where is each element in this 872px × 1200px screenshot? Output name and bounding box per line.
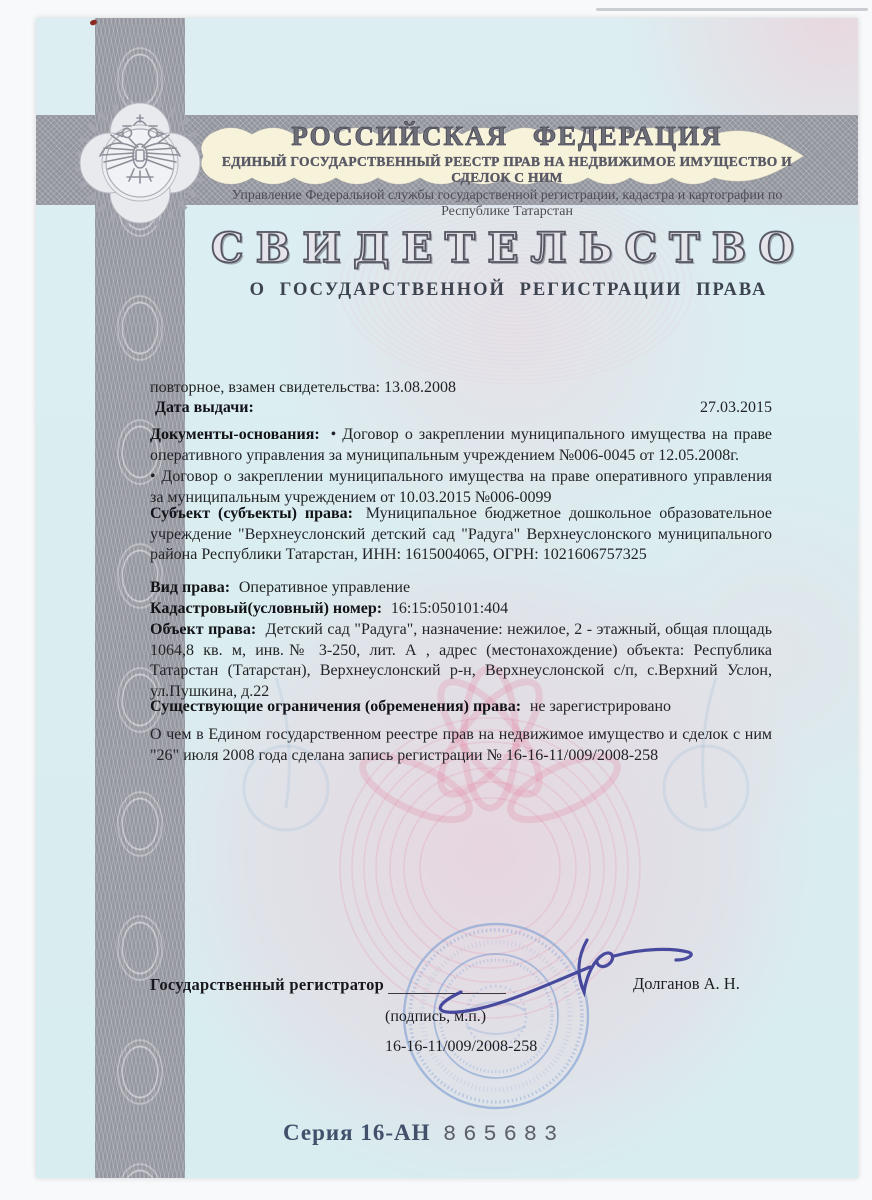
record-note: О чем в Едином государственном реестре прав на недвижимое имущество и сделок с ним "26" июля 2008 года сделана запись регистрации № 16-16-11/009/2008-258 [150,726,772,764]
cadastral-value: 16:15:050101:404 [390,600,509,617]
certificate-title: СВИДЕТЕЛЬСТВО [210,224,807,272]
documents-item-2-paragraph [150,467,772,508]
restrictions-paragraph [150,697,772,718]
header-authority-line: Управление Федеральной службы государственной регистрации, кадастра и картографии по Республике Татарстан [231,188,783,219]
cadastral-paragraph [150,599,772,620]
header-country: РОССИЙСКАЯ ФЕДЕРАЦИЯ [291,121,723,151]
header-registry-line: ЕДИНЫЙ ГОСУДАРСТВЕННЫЙ РЕЕСТР ПРАВ НА НЕДВИЖИМОЕ ИМУЩЕСТВО И СДЕЛОК С НИМ [221,154,793,185]
header-ribbon [200,118,814,219]
right-type-paragraph [150,578,772,599]
restrictions-label: Существующие ограничения (обременения) права: [150,698,522,715]
documents-paragraph [150,425,772,466]
duplicate-note: повторное, взамен свидетельства: 13.08.2008 [150,379,456,396]
documents-label: Документы-основания: [150,426,320,443]
registrar-signature [366,930,726,1040]
subject-value: Муниципальное бюджетное дошкольное образовательное учреждение "Верхнеуслонский детский сад "Радуга" Верхнеуслонского муниципального района Республики Татарстан, ИНН: 1615004065, ОГРН: 1021606757325 [150,505,773,563]
series-number: 865683 [443,1122,565,1147]
documents-item-1: • Договор о закреплении муниципального имущества на праве оперативного управления за муниципальным учреждением №006-0045 от 12.05.2008г. [150,426,773,464]
registrar-name: Долганов А. Н. [633,974,740,993]
subject-paragraph [150,504,772,566]
restrictions-value: не зарегистрировано [529,698,672,715]
certificate-subtitle: О ГОСУДАРСТВЕННОЙ РЕГИСТРАЦИИ ПРАВА [249,280,768,300]
subject-label: Субъект (субъекты) права: [150,505,354,522]
right-type-value: Оперативное управление [238,579,411,596]
registrar-label: Государственный регистратор [150,975,385,994]
russian-coat-of-arms-icon [70,93,210,233]
right-type-label: Вид права: [150,579,231,596]
object-paragraph [150,620,772,702]
object-label: Объект права: [150,621,257,638]
cadastral-label: Кадастровый(условный) номер: [150,600,383,617]
issue-date-row [150,398,772,419]
certificate-page [36,18,858,1178]
record-note-paragraph [150,725,772,766]
issue-date-label: Дата выдачи: [155,399,254,416]
registration-record-number: 16-16-11/009/2008-258 [385,1038,538,1055]
object-value: Детский сад "Радуга", назначение: нежилое, 2 - этажный, общая площадь 1064,8 кв. м, инв.№ 3-250, лит. А , адрес (местонахождение) объекта: Республика Татарстан (Татарстан), Верхнеуслонский р-н, Верхнеуслонской с/п, с.Верхний Услон, ул.Пушкина, д.22 [150,621,773,700]
documents-item-2: • Договор о закреплении муниципального имущества на праве оперативного управления за муниципальным учреждением от 10.03.2015 №006-0099 [150,468,772,506]
signature-caption: (подпись, м.п.) [385,1008,487,1025]
issue-date-value: 27.03.2015 [700,399,772,416]
scan-edge-shadow [596,8,868,11]
series-label: Серия 16-АН [283,1120,431,1145]
